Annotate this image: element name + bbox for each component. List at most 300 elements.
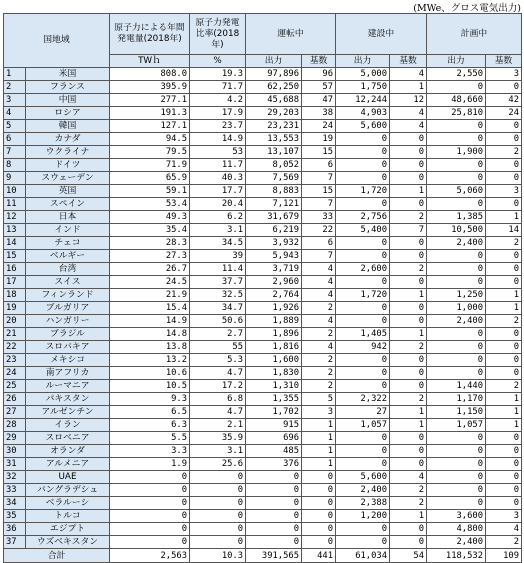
con-units-cell: 1	[390, 419, 427, 432]
table-row	[4, 133, 522, 146]
op-units-cell: 0	[302, 536, 336, 549]
share-cell: 55	[190, 341, 246, 354]
generation-cell: 808.0	[110, 68, 190, 81]
country-name: UAE	[26, 471, 110, 484]
op-output-cell: 29,203	[246, 107, 302, 120]
con-units-cell: 4	[390, 107, 427, 120]
con-output-cell: 0	[336, 523, 390, 536]
table-row	[4, 211, 522, 224]
con-units-cell: 1	[390, 185, 427, 198]
share-cell: 20.4	[190, 198, 246, 211]
plan-output-cell: 1,170	[427, 393, 486, 406]
plan-units-cell: 0	[486, 471, 522, 484]
con-units-cell: 2	[390, 497, 427, 510]
con-units-cell: 0	[390, 159, 427, 172]
op-units-cell: 0	[302, 497, 336, 510]
row-index: 13	[4, 224, 26, 237]
plan-units-cell: 0	[486, 497, 522, 510]
row-index: 24	[4, 367, 26, 380]
total-cell: 118,532	[427, 549, 486, 563]
plan-units-cell: 0	[486, 354, 522, 367]
op-output-cell: 3,932	[246, 237, 302, 250]
plan-output-cell: 0	[427, 250, 486, 263]
con-output-cell: 4,903	[336, 107, 390, 120]
country-name: バングラデシュ	[26, 484, 110, 497]
con-output-cell: 0	[336, 432, 390, 445]
table-row	[4, 458, 522, 471]
op-output-cell: 1,926	[246, 302, 302, 315]
generation-cell: 10.6	[110, 367, 190, 380]
row-index: 29	[4, 432, 26, 445]
op-units-cell: 1	[302, 458, 336, 471]
operating-header: 運転中	[246, 14, 336, 55]
con-output-cell: 1,200	[336, 510, 390, 523]
country-name: ロシア	[26, 107, 110, 120]
plan-output-cell: 48,660	[427, 94, 486, 107]
row-index: 7	[4, 146, 26, 159]
op-output-cell: 6,219	[246, 224, 302, 237]
total-cell: 441	[302, 549, 336, 563]
table-row	[4, 107, 522, 120]
share-cell: 2.1	[190, 419, 246, 432]
generation-cell: 1.9	[110, 458, 190, 471]
plan-output-cell: 2,400	[427, 237, 486, 250]
op-units-cell: 2	[302, 380, 336, 393]
plan-units-cell: 0	[486, 341, 522, 354]
plan-units-cell: 3	[486, 185, 522, 198]
con-units-cell: 0	[390, 172, 427, 185]
generation-cell: 79.5	[110, 146, 190, 159]
row-index: 6	[4, 133, 26, 146]
generation-cell: 35.4	[110, 224, 190, 237]
region-header: 国地域	[4, 14, 110, 68]
plan-units-cell: 0	[486, 458, 522, 471]
op-units-cell: 57	[302, 81, 336, 94]
row-index: 5	[4, 120, 26, 133]
plan-units-cell: 0	[486, 328, 522, 341]
plan-units-cell: 0	[486, 133, 522, 146]
plan-output-cell: 0	[427, 120, 486, 133]
con-units-cell: 1	[390, 328, 427, 341]
op-units-cell: 0	[302, 471, 336, 484]
share-cell: 19.3	[190, 68, 246, 81]
op-units-cell: 4	[302, 276, 336, 289]
plan-output-cell: 0	[427, 133, 486, 146]
con-units-cell: 0	[390, 536, 427, 549]
op-output-cell: 0	[246, 471, 302, 484]
con-output-cell: 0	[336, 250, 390, 263]
country-name: ベルギー	[26, 250, 110, 263]
con-units-cell: 0	[390, 523, 427, 536]
op-output-cell: 1,889	[246, 315, 302, 328]
generation-header: 原子力による年間発電量(2018年)	[110, 14, 190, 55]
share-cell: 25.6	[190, 458, 246, 471]
row-index: 15	[4, 250, 26, 263]
op-units-cell: 22	[302, 224, 336, 237]
generation-cell: 59.1	[110, 185, 190, 198]
generation-cell: 14.9	[110, 315, 190, 328]
table-row	[4, 536, 522, 549]
plan-output-cell: 0	[427, 484, 486, 497]
share-cell: 5.3	[190, 354, 246, 367]
op-units-cell: 1	[302, 445, 336, 458]
con-units-cell: 2	[390, 341, 427, 354]
country-name: パキスタン	[26, 393, 110, 406]
share-cell: 35.9	[190, 432, 246, 445]
share-cell: 50.6	[190, 315, 246, 328]
pct-subheader: %	[190, 55, 246, 68]
generation-cell: 0	[110, 523, 190, 536]
plan-units-cell: 2	[486, 536, 522, 549]
table-row	[4, 146, 522, 159]
plan-units-cell: 2	[486, 315, 522, 328]
generation-cell: 13.2	[110, 354, 190, 367]
country-name: フィンランド	[26, 289, 110, 302]
op-output-cell: 13,107	[246, 146, 302, 159]
table-row	[4, 237, 522, 250]
plan-units-cell: 2	[486, 380, 522, 393]
plan-output-cell: 0	[427, 445, 486, 458]
op-units-cell: 2	[302, 328, 336, 341]
share-cell: 0	[190, 523, 246, 536]
share-cell: 0	[190, 497, 246, 510]
table-row	[4, 432, 522, 445]
table-row	[4, 393, 522, 406]
con-units-cell: 1	[390, 406, 427, 419]
row-index: 10	[4, 185, 26, 198]
op-output-cell: 7,569	[246, 172, 302, 185]
row-index: 1	[4, 68, 26, 81]
generation-cell: 6.5	[110, 406, 190, 419]
plan-units-cell: 0	[486, 159, 522, 172]
country-name: スロベニア	[26, 432, 110, 445]
plan-output-cell: 1,150	[427, 406, 486, 419]
con-units-cell: 0	[390, 367, 427, 380]
con-output-cell: 1,057	[336, 419, 390, 432]
row-index: 20	[4, 315, 26, 328]
country-name: アルゼンチン	[26, 406, 110, 419]
share-cell: 14.9	[190, 133, 246, 146]
country-name: トルコ	[26, 510, 110, 523]
con-units-cell: 0	[390, 302, 427, 315]
plan-output-cell: 0	[427, 198, 486, 211]
generation-cell: 53.4	[110, 198, 190, 211]
con-units-subheader: 基数	[390, 55, 427, 68]
op-units-subheader: 基数	[302, 55, 336, 68]
con-output-cell: 1,720	[336, 289, 390, 302]
share-cell: 4.7	[190, 406, 246, 419]
con-output-cell: 0	[336, 172, 390, 185]
share-cell: 37.7	[190, 276, 246, 289]
country-name: 英国	[26, 185, 110, 198]
country-name: スペイン	[26, 198, 110, 211]
table-row	[4, 419, 522, 432]
plan-units-cell: 1	[486, 289, 522, 302]
row-index: 34	[4, 497, 26, 510]
op-output-cell: 13,553	[246, 133, 302, 146]
total-cell: 2,563	[110, 549, 190, 563]
row-index: 31	[4, 458, 26, 471]
plan-units-cell: 0	[486, 484, 522, 497]
con-units-cell: 0	[390, 276, 427, 289]
generation-cell: 0	[110, 484, 190, 497]
country-name: ルーマニア	[26, 380, 110, 393]
row-index: 16	[4, 263, 26, 276]
generation-cell: 0	[110, 497, 190, 510]
row-index: 25	[4, 380, 26, 393]
op-output-cell: 485	[246, 445, 302, 458]
row-index: 22	[4, 341, 26, 354]
row-index: 26	[4, 393, 26, 406]
generation-cell: 395.9	[110, 81, 190, 94]
plan-output-cell: 1,000	[427, 302, 486, 315]
table-row	[4, 289, 522, 302]
country-name: 米国	[26, 68, 110, 81]
share-cell: 4.2	[190, 94, 246, 107]
generation-cell: 5.5	[110, 432, 190, 445]
share-cell: 40.3	[190, 172, 246, 185]
share-cell: 11.7	[190, 159, 246, 172]
table-row	[4, 120, 522, 133]
share-cell: 39	[190, 250, 246, 263]
generation-cell: 0	[110, 510, 190, 523]
op-units-cell: 19	[302, 133, 336, 146]
country-name: アルメニア	[26, 458, 110, 471]
op-units-cell: 96	[302, 68, 336, 81]
con-units-cell: 0	[390, 458, 427, 471]
share-cell: 34.5	[190, 237, 246, 250]
country-name: 中国	[26, 94, 110, 107]
generation-cell: 71.9	[110, 159, 190, 172]
plan-output-cell: 0	[427, 354, 486, 367]
country-name: ウズベキスタン	[26, 536, 110, 549]
op-units-cell: 4	[302, 263, 336, 276]
op-units-cell: 6	[302, 237, 336, 250]
plan-units-cell: 1	[486, 419, 522, 432]
row-index: 14	[4, 237, 26, 250]
plan-output-cell: 10,500	[427, 224, 486, 237]
plan-output-cell: 0	[427, 471, 486, 484]
plan-units-cell: 0	[486, 445, 522, 458]
table-row	[4, 224, 522, 237]
share-cell: 4.7	[190, 367, 246, 380]
op-units-cell: 0	[302, 484, 336, 497]
country-name: フランス	[26, 81, 110, 94]
plan-output-cell: 3,600	[427, 510, 486, 523]
share-cell: 0	[190, 484, 246, 497]
op-output-cell: 45,688	[246, 94, 302, 107]
plan-units-cell: 0	[486, 367, 522, 380]
plan-output-cell: 1,057	[427, 419, 486, 432]
plan-units-cell: 0	[486, 198, 522, 211]
share-header: 原子力発電比率(2018年)	[190, 14, 246, 55]
op-output-cell: 23,231	[246, 120, 302, 133]
op-units-cell: 1	[302, 419, 336, 432]
con-units-cell: 1	[390, 510, 427, 523]
op-units-cell: 1	[302, 432, 336, 445]
row-index: 17	[4, 276, 26, 289]
generation-cell: 49.3	[110, 211, 190, 224]
plan-units-cell: 1	[486, 211, 522, 224]
plan-output-cell: 1,440	[427, 380, 486, 393]
country-name: 韓国	[26, 120, 110, 133]
table-row	[4, 484, 522, 497]
plan-output-cell: 2,400	[427, 315, 486, 328]
row-index: 32	[4, 471, 26, 484]
con-output-cell: 5,600	[336, 471, 390, 484]
con-output-cell: 0	[336, 458, 390, 471]
con-units-cell: 4	[390, 471, 427, 484]
op-output-cell: 1,830	[246, 367, 302, 380]
op-units-cell: 6	[302, 159, 336, 172]
table-row	[4, 263, 522, 276]
op-units-cell: 7	[302, 172, 336, 185]
plan-output-cell: 0	[427, 263, 486, 276]
generation-cell: 15.4	[110, 302, 190, 315]
con-units-cell: 0	[390, 432, 427, 445]
share-cell: 11.4	[190, 263, 246, 276]
op-units-cell: 4	[302, 315, 336, 328]
con-output-cell: 2,322	[336, 393, 390, 406]
table-row	[4, 159, 522, 172]
con-output-cell: 0	[336, 133, 390, 146]
op-output-cell: 2,960	[246, 276, 302, 289]
con-output-cell: 1,405	[336, 328, 390, 341]
row-index: 23	[4, 354, 26, 367]
row-index: 28	[4, 419, 26, 432]
total-label: 合計	[4, 549, 110, 563]
op-units-cell: 3	[302, 406, 336, 419]
plan-output-cell: 0	[427, 458, 486, 471]
twh-subheader: TWｈ	[110, 55, 190, 68]
row-index: 3	[4, 94, 26, 107]
table-row	[4, 315, 522, 328]
op-output-cell: 8,883	[246, 185, 302, 198]
nuclear-capacity-table	[3, 13, 522, 563]
con-units-cell: 7	[390, 224, 427, 237]
plan-output-cell: 0	[427, 497, 486, 510]
country-name: メキシコ	[26, 354, 110, 367]
plan-output-cell: 0	[427, 341, 486, 354]
share-cell: 17.7	[190, 185, 246, 198]
op-units-cell: 15	[302, 146, 336, 159]
plan-units-cell: 42	[486, 94, 522, 107]
plan-units-cell: 2	[486, 237, 522, 250]
con-units-cell: 0	[390, 133, 427, 146]
op-output-cell: 1,355	[246, 393, 302, 406]
plan-output-cell: 2,550	[427, 68, 486, 81]
generation-cell: 21.9	[110, 289, 190, 302]
op-output-cell: 31,679	[246, 211, 302, 224]
total-row	[4, 549, 522, 563]
con-units-cell: 2	[390, 484, 427, 497]
generation-cell: 6.3	[110, 419, 190, 432]
plan-units-cell: 1	[486, 302, 522, 315]
con-units-cell: 4	[390, 120, 427, 133]
table-row	[4, 81, 522, 94]
con-units-cell: 0	[390, 198, 427, 211]
table-row	[4, 250, 522, 263]
generation-cell: 277.1	[110, 94, 190, 107]
generation-cell: 24.5	[110, 276, 190, 289]
generation-cell: 26.7	[110, 263, 190, 276]
table-row	[4, 68, 522, 81]
con-output-cell: 0	[336, 536, 390, 549]
row-index: 37	[4, 536, 26, 549]
country-name: 南アフリカ	[26, 367, 110, 380]
share-cell: 17.9	[190, 107, 246, 120]
country-name: ドイツ	[26, 159, 110, 172]
country-name: カナダ	[26, 133, 110, 146]
table-row	[4, 276, 522, 289]
table-row	[4, 185, 522, 198]
row-index: 30	[4, 445, 26, 458]
generation-cell: 0	[110, 471, 190, 484]
op-output-cell: 915	[246, 419, 302, 432]
plan-output-cell: 5,060	[427, 185, 486, 198]
row-index: 4	[4, 107, 26, 120]
con-output-cell: 0	[336, 445, 390, 458]
con-output-cell: 1,720	[336, 185, 390, 198]
op-output-cell: 0	[246, 536, 302, 549]
con-output-cell: 0	[336, 237, 390, 250]
con-units-cell: 0	[390, 315, 427, 328]
plan-units-cell: 0	[486, 250, 522, 263]
op-output-cell: 3,719	[246, 263, 302, 276]
op-output-cell: 7,121	[246, 198, 302, 211]
con-output-cell: 0	[336, 367, 390, 380]
con-output-cell: 27	[336, 406, 390, 419]
op-output-cell: 8,052	[246, 159, 302, 172]
con-units-cell: 0	[390, 237, 427, 250]
con-units-cell: 0	[390, 250, 427, 263]
op-output-cell: 0	[246, 523, 302, 536]
total-cell: 61,034	[336, 549, 390, 563]
share-cell: 2.7	[190, 328, 246, 341]
planned-header: 計画中	[427, 14, 522, 55]
con-units-cell: 12	[390, 94, 427, 107]
con-output-cell: 0	[336, 276, 390, 289]
con-output-cell: 0	[336, 315, 390, 328]
con-output-cell: 12,244	[336, 94, 390, 107]
row-index: 8	[4, 159, 26, 172]
country-name: ベラルーシ	[26, 497, 110, 510]
share-cell: 3.1	[190, 224, 246, 237]
con-units-cell: 2	[390, 263, 427, 276]
plan-output-cell: 0	[427, 276, 486, 289]
share-cell: 53	[190, 146, 246, 159]
total-cell: 391,565	[246, 549, 302, 563]
generation-cell: 94.5	[110, 133, 190, 146]
plan-units-cell: 0	[486, 263, 522, 276]
plan-output-cell: 25,810	[427, 107, 486, 120]
con-output-cell: 942	[336, 341, 390, 354]
op-output-cell: 1,896	[246, 328, 302, 341]
plan-units-cell: 1	[486, 393, 522, 406]
plan-units-cell: 3	[486, 68, 522, 81]
con-output-cell: 0	[336, 146, 390, 159]
con-output-cell: 2,400	[336, 484, 390, 497]
op-output-cell: 97,896	[246, 68, 302, 81]
op-units-cell: 38	[302, 107, 336, 120]
op-output-cell: 0	[246, 484, 302, 497]
share-cell: 0	[190, 471, 246, 484]
op-output-subheader: 出力	[246, 55, 302, 68]
plan-output-cell: 0	[427, 81, 486, 94]
op-units-cell: 7	[302, 198, 336, 211]
plan-output-cell: 0	[427, 328, 486, 341]
op-units-cell: 2	[302, 354, 336, 367]
